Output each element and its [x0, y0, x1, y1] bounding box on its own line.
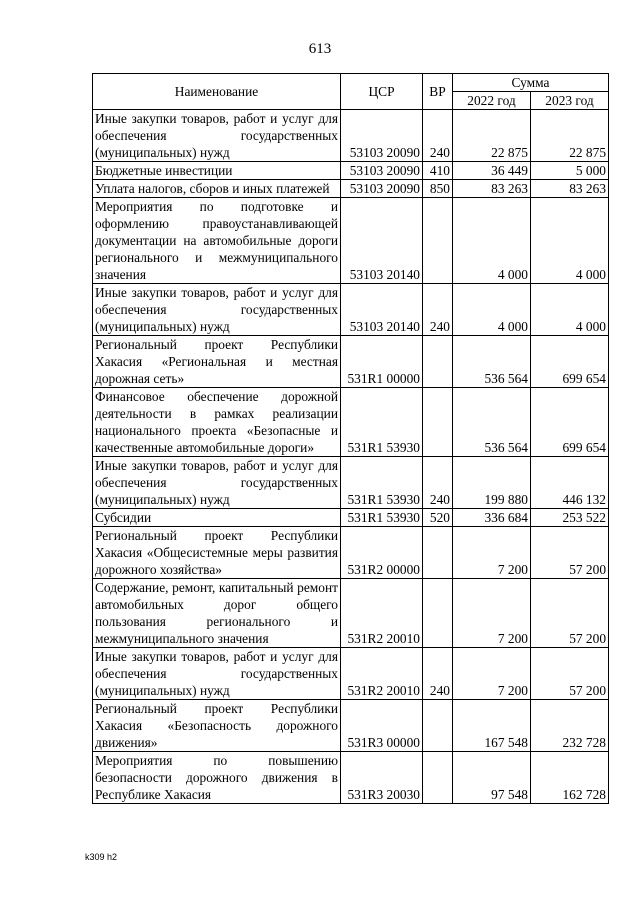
- cell-vr: 240: [423, 110, 453, 162]
- cell-csr: 531R3 20030: [341, 752, 423, 804]
- cell-sum-2022: 336 684: [453, 509, 531, 527]
- cell-csr: 531R1 00000: [341, 336, 423, 388]
- cell-csr: 53103 20140: [341, 284, 423, 336]
- cell-vr: 850: [423, 180, 453, 198]
- cell-sum-2022: 7 200: [453, 648, 531, 700]
- cell-sum-2022: 536 564: [453, 388, 531, 457]
- cell-name: Финансовое обеспечение дорожной деятельности в рамках реализации национального проекта «Безопасные и качественные автомобильные дороги»: [93, 388, 341, 457]
- table-row: [93, 509, 609, 527]
- cell-sum-2023: 83 263: [531, 180, 609, 198]
- cell-vr: [423, 752, 453, 804]
- header-csr: ЦСР: [341, 74, 423, 110]
- cell-vr: [423, 388, 453, 457]
- cell-sum-2023: 162 728: [531, 752, 609, 804]
- cell-name: Иные закупки товаров, работ и услуг для обеспечения государственных (муниципальных) нужд: [93, 110, 341, 162]
- cell-csr: 531R3 00000: [341, 700, 423, 752]
- table-row: [93, 700, 609, 752]
- cell-csr: 531R2 00000: [341, 527, 423, 579]
- cell-csr: 53103 20090: [341, 110, 423, 162]
- cell-vr: [423, 700, 453, 752]
- cell-sum-2023: 699 654: [531, 336, 609, 388]
- cell-sum-2023: 232 728: [531, 700, 609, 752]
- cell-name: Иные закупки товаров, работ и услуг для обеспечения государственных (муниципальных) нужд: [93, 648, 341, 700]
- table-row: [93, 579, 609, 648]
- cell-name: Региональный проект Республики Хакасия «Региональная и местная дорожная сеть»: [93, 336, 341, 388]
- cell-csr: 53103 20090: [341, 180, 423, 198]
- table-body: [93, 110, 609, 804]
- cell-vr: 240: [423, 457, 453, 509]
- cell-name: Региональный проект Республики Хакасия «Безопасность дорожного движения»: [93, 700, 341, 752]
- cell-vr: [423, 579, 453, 648]
- cell-vr: [423, 527, 453, 579]
- cell-csr: 531R2 20010: [341, 648, 423, 700]
- cell-sum-2023: 22 875: [531, 110, 609, 162]
- cell-sum-2022: 536 564: [453, 336, 531, 388]
- cell-csr: 531R1 53930: [341, 509, 423, 527]
- cell-sum-2023: 446 132: [531, 457, 609, 509]
- header-sum: Сумма: [453, 74, 609, 92]
- cell-csr: 53103 20090: [341, 162, 423, 180]
- table-row: [93, 752, 609, 804]
- cell-sum-2022: 167 548: [453, 700, 531, 752]
- table-row: [93, 648, 609, 700]
- header-year-2022: 2022 год: [453, 92, 531, 110]
- cell-name: Мероприятия по подготовке и оформлению правоустанавливающей документации на автомобильные дороги регионального и межмуниципального значения: [93, 198, 341, 284]
- cell-vr: [423, 336, 453, 388]
- cell-sum-2023: 699 654: [531, 388, 609, 457]
- header-name: Наименование: [93, 74, 341, 110]
- cell-sum-2022: 7 200: [453, 579, 531, 648]
- table-row: [93, 527, 609, 579]
- cell-name: Содержание, ремонт, капитальный ремонт автомобильных дорог общего пользования регионального и межмуниципального значения: [93, 579, 341, 648]
- cell-name: Бюджетные инвестиции: [93, 162, 341, 180]
- cell-vr: 240: [423, 284, 453, 336]
- cell-name: Региональный проект Республики Хакасия «Общесистемные меры развития дорожного хозяйства»: [93, 527, 341, 579]
- cell-sum-2023: 4 000: [531, 284, 609, 336]
- cell-name: Мероприятия по повышению безопасности дорожного движения в Республике Хакасия: [93, 752, 341, 804]
- header-vr: ВР: [423, 74, 453, 110]
- cell-sum-2022: 4 000: [453, 198, 531, 284]
- cell-sum-2022: 7 200: [453, 527, 531, 579]
- table-row: [93, 336, 609, 388]
- cell-name: Иные закупки товаров, работ и услуг для обеспечения государственных (муниципальных) нужд: [93, 457, 341, 509]
- cell-sum-2022: 36 449: [453, 162, 531, 180]
- cell-sum-2023: 4 000: [531, 198, 609, 284]
- cell-vr: 410: [423, 162, 453, 180]
- table-row: [93, 457, 609, 509]
- table-row: [93, 198, 609, 284]
- table-row: [93, 388, 609, 457]
- cell-csr: 531R1 53930: [341, 388, 423, 457]
- cell-sum-2022: 97 548: [453, 752, 531, 804]
- footer-code: k309 h2: [85, 852, 118, 862]
- cell-name: Субсидии: [93, 509, 341, 527]
- cell-sum-2023: 57 200: [531, 579, 609, 648]
- table-header: [93, 74, 609, 110]
- cell-vr: 520: [423, 509, 453, 527]
- cell-sum-2023: 57 200: [531, 648, 609, 700]
- cell-name: Иные закупки товаров, работ и услуг для обеспечения государственных (муниципальных) нужд: [93, 284, 341, 336]
- table-row: [93, 162, 609, 180]
- cell-sum-2022: 4 000: [453, 284, 531, 336]
- table-row: [93, 180, 609, 198]
- cell-sum-2023: 253 522: [531, 509, 609, 527]
- cell-sum-2023: 5 000: [531, 162, 609, 180]
- cell-sum-2022: 199 880: [453, 457, 531, 509]
- cell-vr: [423, 198, 453, 284]
- cell-sum-2022: 83 263: [453, 180, 531, 198]
- cell-sum-2022: 22 875: [453, 110, 531, 162]
- page-number: 613: [308, 41, 332, 57]
- cell-csr: 53103 20140: [341, 198, 423, 284]
- cell-name: Уплата налогов, сборов и иных платежей: [93, 180, 341, 198]
- table-row: [93, 110, 609, 162]
- budget-table: [92, 73, 609, 804]
- cell-csr: 531R1 53930: [341, 457, 423, 509]
- header-year-2023: 2023 год: [531, 92, 609, 110]
- cell-vr: 240: [423, 648, 453, 700]
- table-row: [93, 284, 609, 336]
- cell-csr: 531R2 20010: [341, 579, 423, 648]
- cell-sum-2023: 57 200: [531, 527, 609, 579]
